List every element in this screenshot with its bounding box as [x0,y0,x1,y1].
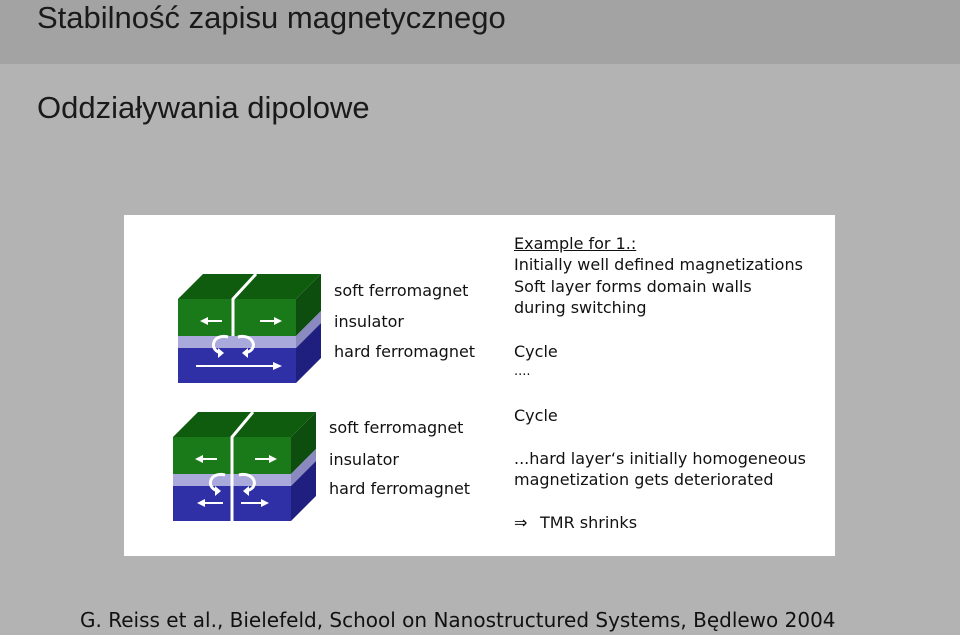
implies-arrow-icon: ⇒ [514,513,528,532]
stack-1-hard-ferromagnet-label: hard ferromagnet [334,342,476,361]
trilayer-stack-1-diagram [178,273,323,388]
stack-2-hard-ferromagnet-label: hard ferromagnet [329,479,471,498]
trilayer-stack-2-diagram [173,411,318,523]
stack-1-insulator-label: insulator [334,312,404,331]
text-line-domain-walls: Soft layer forms domain walls [514,277,752,296]
stack-2-soft-ferromagnet-label: soft ferromagnet [329,418,464,437]
example-heading: Example for 1.: [514,234,637,253]
slide-subtitle: Oddziaływania dipolowe [37,90,370,125]
cycle-label-2: Cycle [514,406,558,425]
text-line-switching: during switching [514,298,647,317]
ellipsis: .... [514,364,531,379]
stack-2-insulator-label: insulator [329,450,399,469]
tmr-shrinks-text: TMR shrinks [540,513,638,532]
text-line-deteriorated: magnetization gets deteriorated [514,470,774,489]
figure-panel [124,215,835,556]
text-line-hard-layer: ...hard layer‘s initially homogeneous [514,449,806,468]
slide-title: Stabilność zapisu magnetycznego [37,0,506,35]
text-line-initial: Initially well defined magnetizations [514,255,803,274]
footer-citation: G. Reiss et al., Bielefeld, School on Nanostructured Systems, Będlewo 2004 [80,608,836,632]
cycle-label-1: Cycle [514,342,558,361]
stack-1-soft-ferromagnet-label: soft ferromagnet [334,281,469,300]
